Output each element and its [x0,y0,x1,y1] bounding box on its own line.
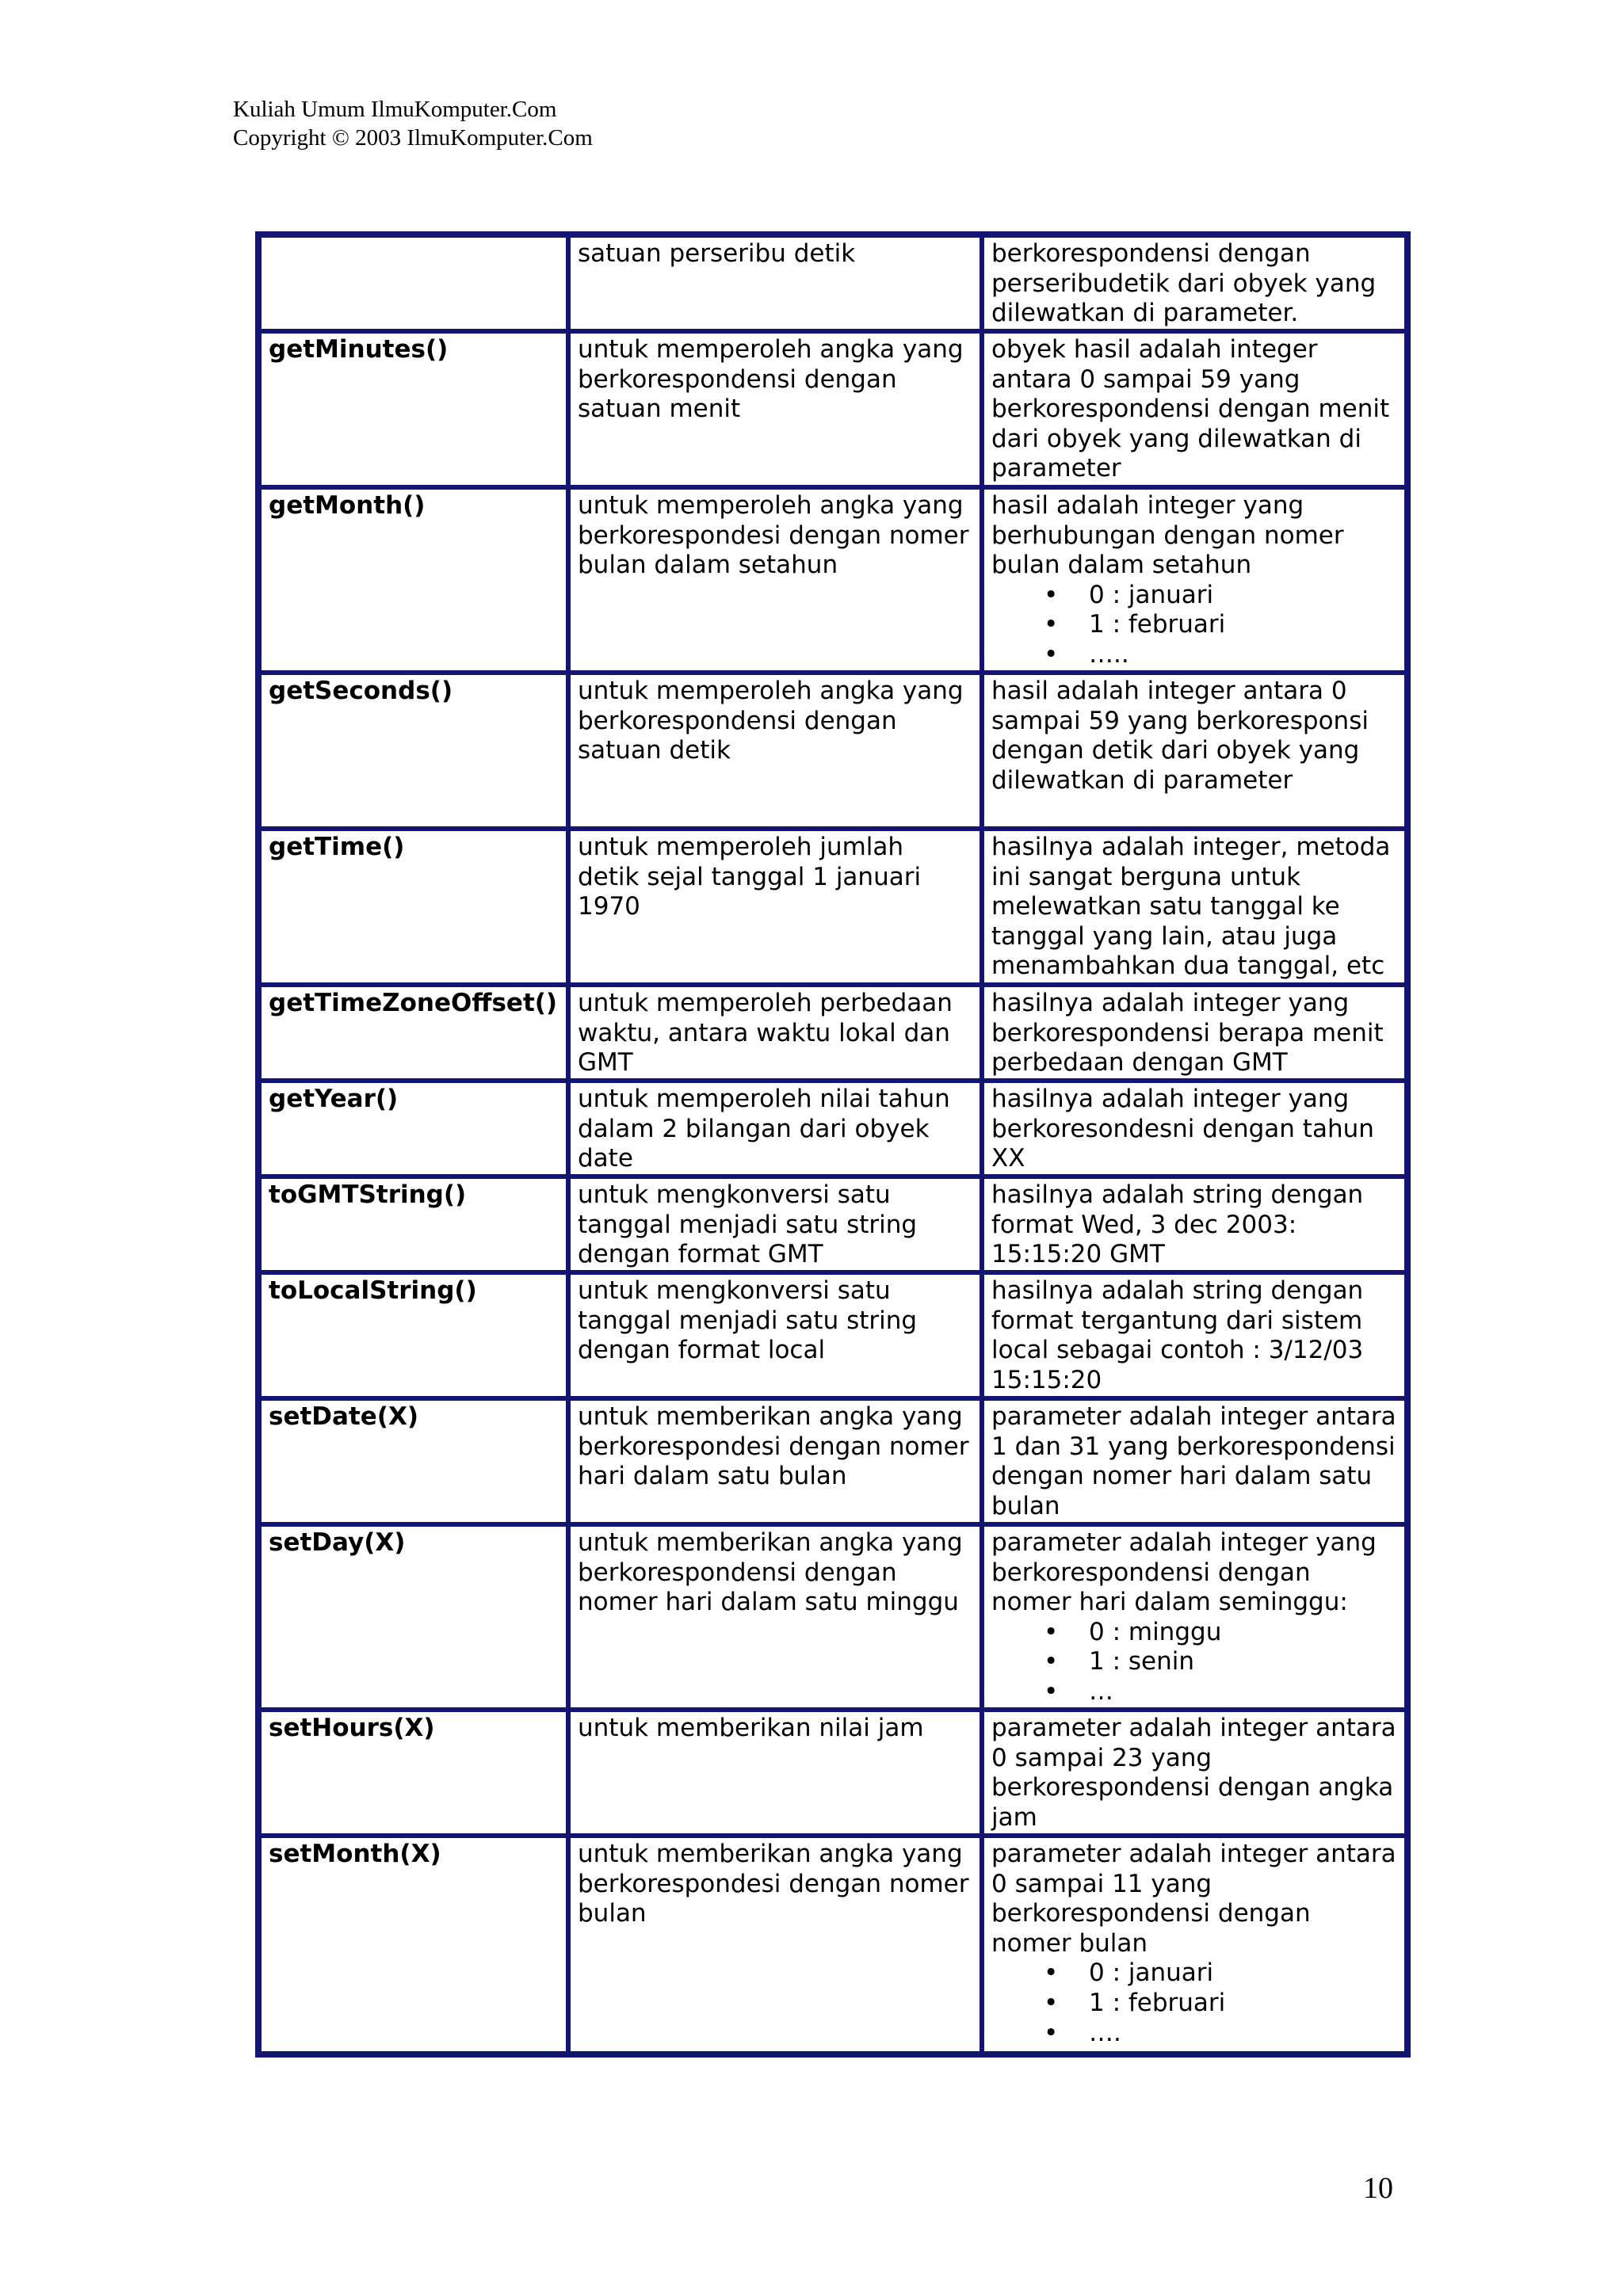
list-item: • …. [991,2019,1397,2049]
description-cell: untuk memperoleh nilai tahun dalam 2 bilangan dari obyek date [568,1081,982,1177]
result-cell [982,331,1407,487]
result-text: parameter adalah integer antara 1 dan 31 yang berkorespondensi dengan nomer hari dalam satu bulan [991,1402,1396,1520]
table-row [259,673,1407,829]
result-cell [982,487,1407,673]
result-text: obyek hasil adalah integer antara 0 sampai 59 yang berkorespondensi dengan menit dari obyek yang dilewatkan di parameter [991,335,1390,483]
method-name-cell: getMinutes() [259,331,568,487]
list-item: • 0 : januari [991,581,1397,611]
result-cell [982,1081,1407,1177]
table-row [259,1081,1407,1177]
method-name-cell: setHours(X) [259,1710,568,1836]
result-text: hasil adalah integer antara 0 sampai 59 yang berkoresponsi dengan detik dari obyek yang dilewatkan di parameter [991,677,1369,795]
description-cell: untuk memperoleh angka yang berkorespondensi dengan satuan menit [568,331,982,487]
result-text: hasilnya adalah integer yang berkoresondesni dengan tahun XX [991,1085,1374,1173]
result-text: hasil adalah integer yang berhubungan dengan nomer bulan dalam setahun [991,491,1344,580]
list-item: • 0 : minggu [991,1618,1397,1648]
description-cell: untuk memberikan angka yang berkorespondesi dengan nomer hari dalam satu bulan [568,1398,982,1524]
result-text: hasilnya adalah string dengan format tergantung dari sistem local sebagai contoh : 3/12/03 15:15:20 [991,1276,1364,1394]
table-row [259,487,1407,673]
result-cell [982,985,1407,1081]
method-name-cell: getTime() [259,829,568,985]
method-name-cell: setDay(X) [259,1524,568,1710]
table-row [259,829,1407,985]
method-name-cell: getSeconds() [259,673,568,829]
description-cell: untuk memperoleh perbedaan waktu, antara waktu lokal dan GMT [568,985,982,1081]
list-item: • 0 : januari [991,1958,1397,1989]
list-item: • 1 : februari [991,1989,1397,2019]
table-row [259,985,1407,1081]
result-cell [982,235,1407,331]
table-row [259,1177,1407,1272]
result-text: hasilnya adalah integer, metoda ini sangat berguna untuk melewatkan satu tanggal ke tanggal yang lain, atau juga menambahkan dua tanggal, etc [991,833,1391,981]
method-name-cell: getTimeZoneOffset() [259,985,568,1081]
result-cell [982,829,1407,985]
description-cell: untuk memperoleh jumlah detik sejal tanggal 1 januari 1970 [568,829,982,985]
method-name-cell [259,235,568,331]
description-cell: untuk memberikan angka yang berkorespondensi dengan nomer hari dalam satu minggu [568,1524,982,1710]
description-cell: untuk memberikan angka yang berkorespondesi dengan nomer bulan [568,1836,982,2054]
table-row [259,331,1407,487]
description-cell: untuk mengkonversi satu tanggal menjadi satu string dengan format local [568,1272,982,1398]
result-bullet-list [991,1618,1397,1707]
result-bullet-list [991,1958,1397,2048]
table-row [259,1524,1407,1710]
description-cell: satuan perseribu detik [568,235,982,331]
result-text: parameter adalah integer antara 0 sampai 11 yang berkorespondensi dengan nomer bulan [991,1840,1396,1958]
list-item: • 1 : februari [991,610,1397,640]
result-cell [982,1398,1407,1524]
method-name-cell: toLocalString() [259,1272,568,1398]
method-name-cell: setDate(X) [259,1398,568,1524]
result-cell [982,1710,1407,1836]
table-row [259,1272,1407,1398]
page-header [233,95,593,152]
header-line-2: Copyright © 2003 IlmuKomputer.Com [233,125,593,151]
result-cell [982,673,1407,829]
table-row [259,235,1407,331]
result-cell [982,1177,1407,1272]
description-cell: untuk memperoleh angka yang berkorespondensi dengan satuan detik [568,673,982,829]
result-bullet-list [991,581,1397,670]
method-name-cell: setMonth(X) [259,1836,568,2054]
result-text: berkorespondensi dengan perseribudetik dari obyek yang dilewatkan di parameter. [991,239,1377,328]
method-name-cell: getYear() [259,1081,568,1177]
header-line-1: Kuliah Umum IlmuKomputer.Com [233,97,557,122]
table-row [259,1836,1407,2054]
table-row [259,1398,1407,1524]
method-table [255,231,1411,2058]
result-cell [982,1524,1407,1710]
result-cell [982,1836,1407,2054]
method-name-cell: toGMTString() [259,1177,568,1272]
result-cell [982,1272,1407,1398]
result-text: hasilnya adalah integer yang berkorespondensi berapa menit perbedaan dengan GMT [991,989,1384,1077]
method-table-body [259,235,1407,2054]
result-text: parameter adalah integer yang berkorespondensi dengan nomer hari dalam seminggu: [991,1528,1377,1617]
result-text: parameter adalah integer antara 0 sampai 23 yang berkorespondensi dengan angka jam [991,1714,1396,1832]
result-text: hasilnya adalah string dengan format Wed, 3 dec 2003: 15:15:20 GMT [991,1180,1364,1269]
table-row [259,1710,1407,1836]
description-cell: untuk mengkonversi satu tanggal menjadi satu string dengan format GMT [568,1177,982,1272]
list-item: • 1 : senin [991,1647,1397,1677]
method-name-cell: getMonth() [259,487,568,673]
description-cell: untuk memperoleh angka yang berkorespondesi dengan nomer bulan dalam setahun [568,487,982,673]
page-number: 10 [1363,2172,1393,2205]
list-item: • … [991,1677,1397,1707]
description-cell: untuk memberikan nilai jam [568,1710,982,1836]
list-item: • ….. [991,640,1397,670]
